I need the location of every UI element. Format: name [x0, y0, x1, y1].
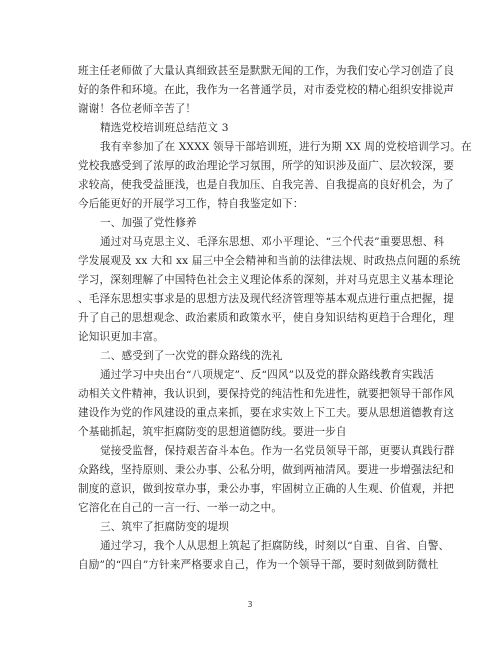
- text-line: 动相关文件精神，我认识到，要保持党的纯洁性和先进性，就要把领导干部作风: [78, 388, 455, 400]
- section-title: 精选党校培训班总结范文 3: [100, 122, 229, 134]
- text-line: 我有幸参加了在 XXXX 领导干部培训班，进行为期 XX 周的党校培训学习。在: [100, 141, 472, 153]
- text-line: 它溶化在自己的一言一行、一举一动之中。: [78, 502, 283, 514]
- text-line: 制度的意识，做到按章办事，秉公办事，牢固树立正确的人生观、价值观，并把: [78, 483, 455, 495]
- section-heading: 一、加强了党性修养: [100, 217, 197, 229]
- text-line: 觉接受监督，保持艰苦奋斗本色。作为一名党员领导干部，更要认真践行群: [100, 445, 455, 457]
- text-line: 众路线，坚持原则、秉公办事、公私分明，做到两袖清风。要进一步增强法纪和: [78, 464, 455, 476]
- text-line: 自励”的“四自”方针来严格要求自己，作为一个领导干部，要时刻做到防微杜: [78, 559, 439, 571]
- document-body: [78, 62, 472, 575]
- text-line: 好的条件和环境。在此，我作为一名普通学员，对市委党校的精心组织安排说声: [78, 84, 455, 96]
- text-line: 学发展观及 xx 大和 xx 届三中全会精神和当前的法律法规、时政热点问题的系统: [78, 255, 461, 267]
- text-line: 谢谢！各位老师辛苦了！: [78, 103, 197, 115]
- text-line: 建设作为党的作风建设的重点来抓，要在求实效上下工夫。要从思想道德教育这: [78, 407, 455, 419]
- text-line: 今后能更好的开展学习工作，特自我鉴定如下：: [78, 198, 304, 210]
- text-line: 通过对马克思主义、毛泽东思想、邓小平理论、“三个代表”重要思想、科: [100, 236, 445, 248]
- text-line: 学习，深刻理解了中国特色社会主义理论体系的深刻，并对马克思主义基本理论: [78, 274, 455, 286]
- text-line: 、毛泽东思想实事求是的思想方法及现代经济管理等基本观点进行重点把握，提: [78, 293, 455, 305]
- text-line: 升了自己的思想观念、政治素质和政策水平，使自身知识结构更趋于合理化，理: [78, 312, 455, 324]
- text-line: 求较高，使我受益匪浅，也是自我加压、自我完善、自我提高的良好机会，为了: [78, 179, 455, 191]
- page-number: 3: [247, 600, 253, 609]
- section-heading: 三、筑牢了拒腐防变的堤坝: [100, 521, 229, 533]
- text-line: 通过学习，我个人从思想上筑起了拒腐防线，时刻以“自重、自省、自警、: [100, 540, 450, 552]
- text-line: 论知识更加丰富。: [78, 331, 164, 343]
- text-line: 个基础抓起，筑牢拒腐防变的思想道德防线。要进一步自: [78, 426, 347, 438]
- section-heading: 二、感受到了一次党的群众路线的洗礼: [100, 350, 283, 362]
- text-line: 班主任老师做了大量认真细致甚至是默默无闻的工作，为我们安心学习创造了良: [78, 65, 455, 77]
- text-line: 通过学习中央出台“八项规定”、反“四风”以及党的群众路线教育实践活: [100, 369, 434, 381]
- text-line: 党校我感受到了浓厚的政治理论学习氛围，所学的知识涉及面广、层次较深，要: [78, 160, 455, 172]
